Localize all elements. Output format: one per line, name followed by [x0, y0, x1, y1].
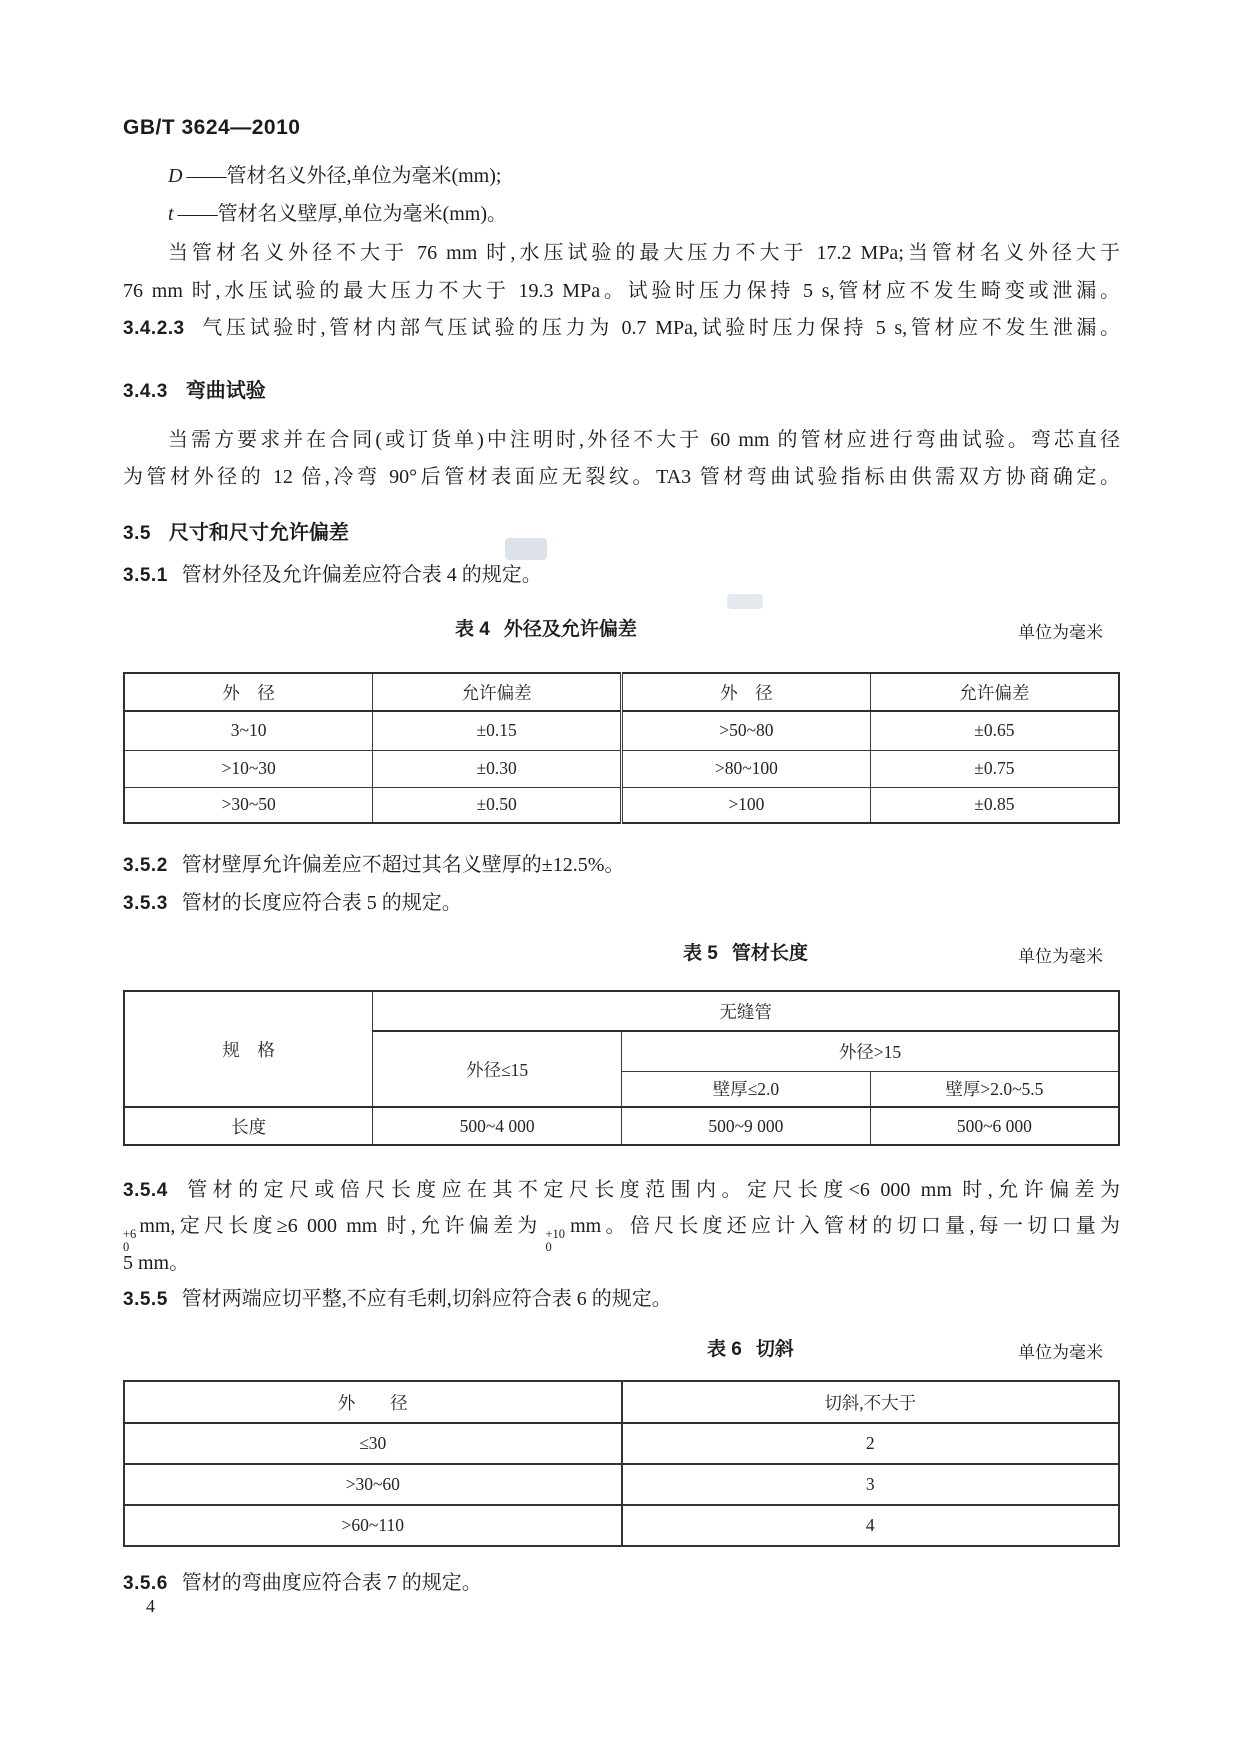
- table-row: [124, 673, 1119, 711]
- table-cell: 壁厚>2.0~5.5: [870, 1071, 1119, 1107]
- table-cell: 壁厚≤2.0: [622, 1071, 871, 1107]
- clause-3-5-3: [123, 890, 1120, 917]
- symbol-D: D: [168, 165, 183, 187]
- clause-text: 管材的长度应符合表 5 的规定。: [181, 892, 462, 914]
- table-cell: 允许偏差: [870, 673, 1119, 711]
- table5-unit: 单位为毫米: [1018, 947, 1103, 966]
- table-row: [124, 711, 1119, 750]
- table-cell: >60~110: [124, 1505, 622, 1546]
- clause-3-5-1: [123, 562, 1120, 589]
- table-cell: 500~4 000: [373, 1107, 622, 1145]
- table4-unit: 单位为毫米: [1018, 623, 1103, 642]
- clause-3-5-4-line1: [123, 1177, 1120, 1204]
- table-row: [124, 750, 1119, 787]
- tolerance-lower: 0: [545, 1240, 552, 1255]
- scan-artifact: [727, 594, 763, 609]
- table-cell: ±0.65: [870, 711, 1119, 750]
- clause-number: 3.5.1: [123, 565, 168, 586]
- table5-title: 管材长度: [731, 943, 808, 964]
- clause-text: 管材的弯曲度应符合表 7 的规定。: [181, 1572, 482, 1594]
- paragraph-bend-line2: 为管材外径的 12 倍,冷弯 90°后管材表面应无裂纹。TA3 管材弯曲试验指标由供需双方协商确定。: [123, 466, 1120, 488]
- table-cell: 外径>15: [622, 1031, 1120, 1071]
- table-cell: 切斜,不大于: [622, 1381, 1120, 1423]
- table4-title: 外径及允许偏差: [503, 619, 637, 640]
- clause-text: 管材外径及允许偏差应符合表 4 的规定。: [181, 564, 542, 586]
- clause-3-5-6: [123, 1570, 1120, 1597]
- clause-3-5-5: [123, 1286, 1120, 1313]
- clause-number: 3.5.3: [123, 893, 168, 914]
- table-row: [124, 787, 1119, 823]
- table-cell: 2: [622, 1423, 1120, 1464]
- table-cell: 长度: [124, 1107, 373, 1145]
- table-cell: 允许偏差: [373, 673, 622, 711]
- clause-text: 管材壁厚允许偏差应不超过其名义壁厚的±12.5%。: [181, 854, 625, 876]
- clause-3-5-4-line3: 5 mm。: [123, 1252, 190, 1274]
- em-dash: ——: [177, 203, 218, 225]
- symbol-t: t: [168, 203, 174, 225]
- table6-caption: [707, 1334, 794, 1361]
- table-cell: ±0.50: [373, 787, 622, 823]
- heading-title: 弯曲试验: [185, 380, 266, 402]
- table6-unit: 单位为毫米: [1018, 1343, 1103, 1362]
- table-cell: 3~10: [124, 711, 373, 750]
- table-6-cut-skew: [123, 1380, 1120, 1547]
- table-cell: 无缝管: [373, 991, 1119, 1031]
- clause-3-5-2: [123, 852, 1120, 879]
- paragraph-hydro-line1: 当管材名义外径不大于 76 mm 时,水压试验的最大压力不大于 17.2 MPa;当管材名义外径大于: [168, 242, 1120, 264]
- clause-number: 3.5.2: [123, 855, 168, 876]
- table-cell: 500~6 000: [870, 1107, 1119, 1145]
- tolerance-lower: 0: [123, 1240, 130, 1255]
- table-4-outer-diameter-tolerance: [123, 672, 1120, 824]
- table5-caption: [683, 938, 808, 965]
- table6-label: 表 6: [707, 1339, 742, 1360]
- table-cell: 外 径: [124, 1381, 622, 1423]
- table4-label: 表 4: [455, 619, 490, 640]
- table-cell: 外 径: [124, 673, 373, 711]
- clause-number: 3.5.4: [123, 1180, 168, 1201]
- table-cell: >80~100: [622, 750, 871, 787]
- tolerance-upper: +10: [545, 1227, 566, 1241]
- table-cell: ±0.30: [373, 750, 622, 787]
- table-cell: ≤30: [124, 1423, 622, 1464]
- em-dash: ——: [186, 165, 227, 187]
- definition-line-t: [168, 201, 1068, 227]
- heading-number: 3.5: [123, 523, 151, 544]
- clause-text: 管材两端应切平整,不应有毛刺,切斜应符合表 6 的规定。: [181, 1288, 672, 1310]
- tolerance-upper: +6: [123, 1227, 137, 1241]
- clause-text: 管材的定尺或倍尺长度应在其不定尺长度范围内。定尺长度<6 000 mm 时,允许偏差为: [181, 1179, 1120, 1201]
- table-cell: >30~60: [124, 1464, 622, 1505]
- table-row: [124, 1107, 1119, 1145]
- heading-title: 尺寸和尺寸允许偏差: [168, 522, 349, 544]
- table-row: [124, 1505, 1119, 1546]
- table4-caption: [455, 614, 637, 641]
- doc-number: GB/T 3624—2010: [123, 116, 301, 139]
- table-cell: 外 径: [622, 673, 871, 711]
- table-cell: >30~50: [124, 787, 373, 823]
- paragraph-hydro-line2: 76 mm 时,水压试验的最大压力不大于 19.3 MPa。试验时压力保持 5 s,管材应不发生畸变或泄漏。: [123, 280, 1120, 302]
- table-row: [124, 1464, 1119, 1505]
- paragraph-bend-line1: 当需方要求并在合同(或订货单)中注明时,外径不大于 60 mm 的管材应进行弯曲试验。弯芯直径: [168, 429, 1120, 451]
- table-cell: 规 格: [124, 991, 373, 1107]
- page-number: 4: [146, 1596, 155, 1616]
- heading-3-4-3: [123, 374, 1120, 403]
- table-cell: ±0.15: [373, 711, 622, 750]
- table5-label: 表 5: [683, 943, 718, 964]
- definition-line-D: [168, 163, 1068, 189]
- table-row: [124, 1381, 1119, 1423]
- table-cell: 500~9 000: [622, 1107, 871, 1145]
- table-row: [124, 1423, 1119, 1464]
- clause-text: mm。倍尺长度还应计入管材的切口量,每一切口量为: [570, 1215, 1121, 1237]
- clause-number: 3.5.5: [123, 1289, 168, 1310]
- table-cell: 4: [622, 1505, 1120, 1546]
- table-cell: 外径≤15: [373, 1031, 622, 1107]
- table6-title: 切斜: [755, 1339, 794, 1360]
- table-cell: 3: [622, 1464, 1120, 1505]
- definition-text: 管材名义壁厚,单位为毫米(mm)。: [217, 203, 507, 225]
- table-cell: >50~80: [622, 711, 871, 750]
- definition-text: 管材名义外径,单位为毫米(mm);: [226, 165, 502, 187]
- table-5-pipe-length: [123, 990, 1120, 1146]
- table-cell: ±0.85: [870, 787, 1119, 823]
- table-cell: >100: [622, 787, 871, 823]
- scan-artifact: [505, 538, 547, 560]
- clause-3-4-2-3: [123, 315, 1120, 342]
- clause-3-5-4-line2: [123, 1213, 1120, 1254]
- clause-text: mm,定尺长度≥6 000 mm 时,允许偏差为: [139, 1215, 542, 1237]
- clause-text: 气压试验时,管材内部气压试验的压力为 0.7 MPa,试验时压力保持 5 s,管材应不发生泄漏。: [198, 317, 1120, 339]
- table-row: [124, 991, 1119, 1031]
- heading-3-5: [123, 516, 1120, 545]
- table-cell: >10~30: [124, 750, 373, 787]
- clause-number: 3.4.2.3: [123, 318, 185, 339]
- clause-number: 3.5.6: [123, 1573, 168, 1594]
- table-cell: ±0.75: [870, 750, 1119, 787]
- heading-number: 3.4.3: [123, 381, 168, 402]
